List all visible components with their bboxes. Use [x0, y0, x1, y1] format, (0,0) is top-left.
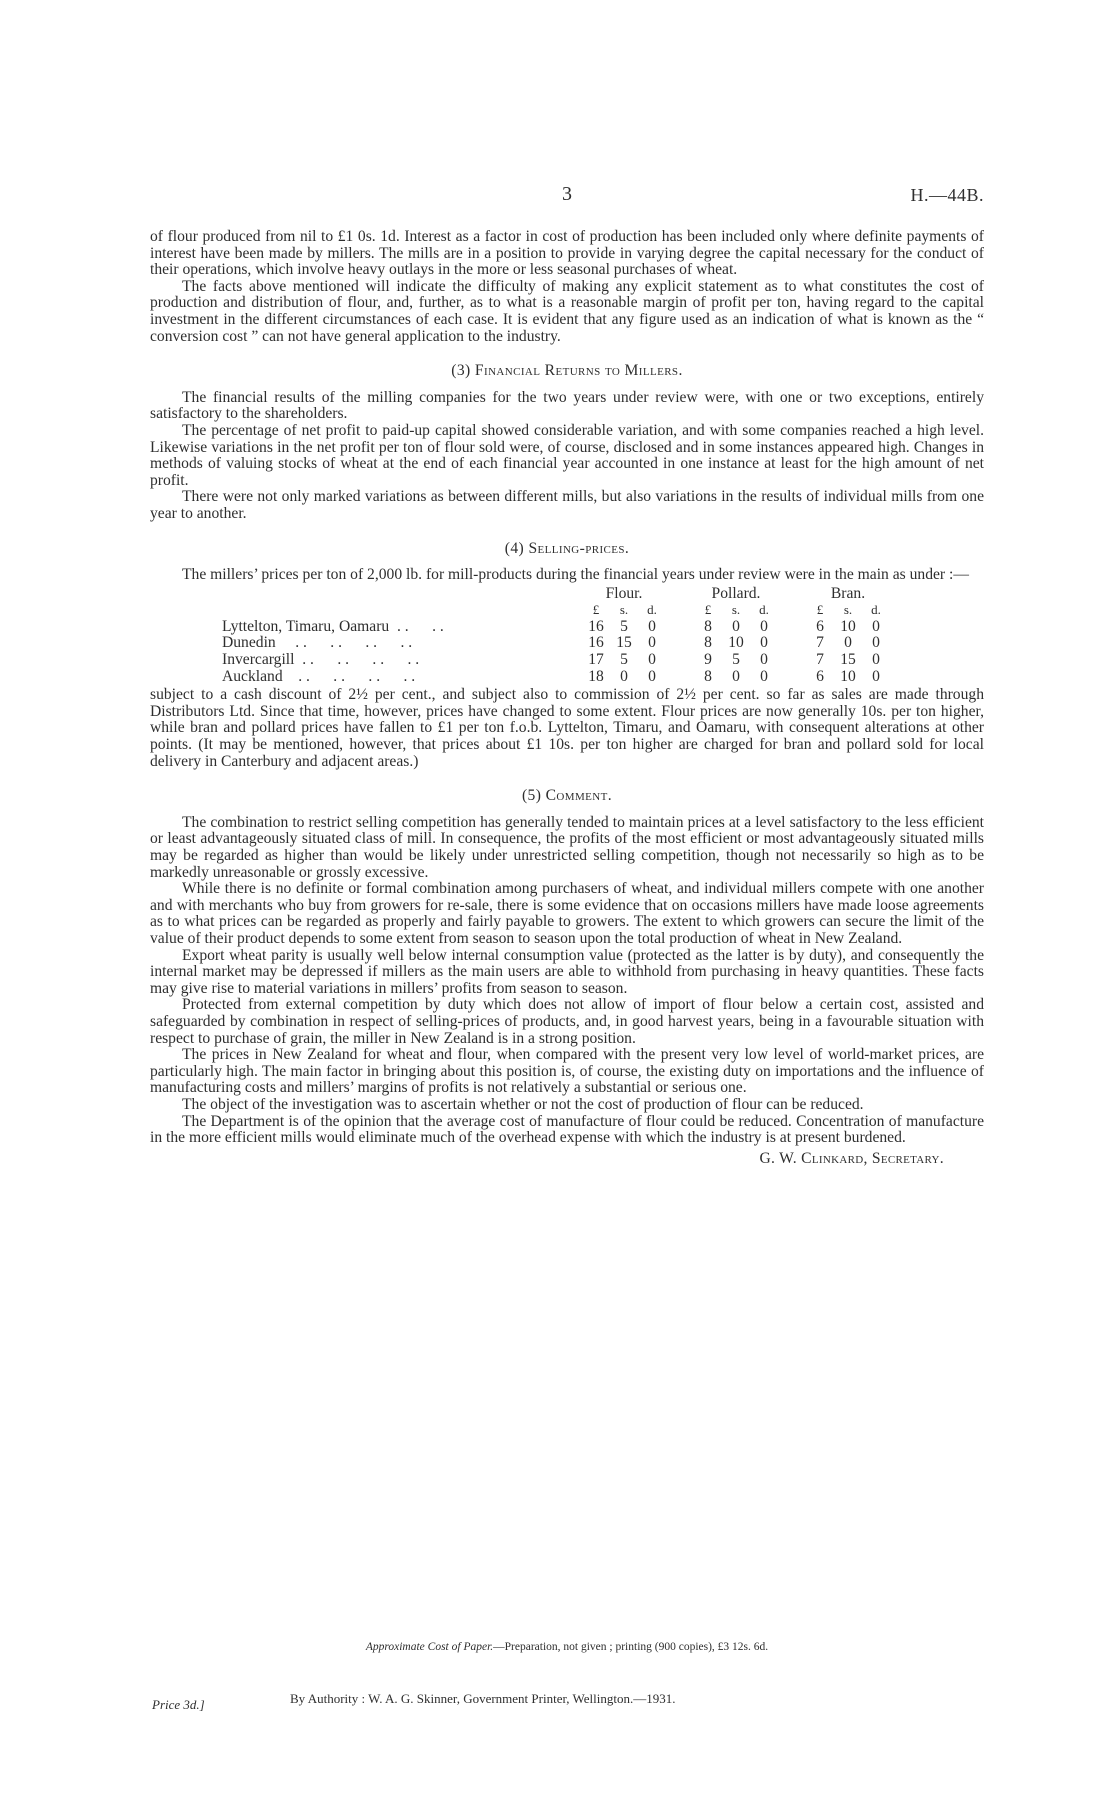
pollard-pounds: 8: [704, 617, 712, 635]
flour-shillings: 5: [620, 617, 628, 635]
pollard-pence: 0: [760, 667, 768, 685]
pollard-shillings: 0: [732, 667, 740, 685]
printer-authority: By Authority : W. A. G. Skinner, Government Printer, Wellington.—1931.: [290, 1691, 676, 1706]
bran-header: Bran.: [830, 584, 866, 602]
cost-of-paper-note: [150, 1641, 984, 1653]
table-row: [222, 669, 890, 686]
unit-shillings: s.: [619, 602, 629, 618]
pollard-pence: 0: [760, 617, 768, 635]
flour-pounds: 16: [588, 634, 604, 652]
section-3-heading: (3) Financial Returns to Millers.: [451, 362, 683, 380]
flour-shillings: 0: [620, 667, 628, 685]
price-table-blank-header: [222, 586, 582, 603]
flour-pence: 0: [648, 651, 656, 669]
cost-text: —Preparation, not given ; printing (900 copies), £3 12s. 6d.: [493, 1641, 769, 1653]
page-header: [150, 183, 984, 207]
section-4-heading: (4) Selling-prices.: [504, 539, 630, 557]
flour-header: Flour.: [605, 584, 643, 602]
page-number: 3: [562, 183, 572, 205]
flour-pounds: 17: [588, 651, 604, 669]
place-name: Invercargill: [222, 651, 295, 669]
pollard-pence: 0: [760, 634, 768, 652]
table-row: [222, 652, 890, 669]
flour-shillings: 5: [620, 651, 628, 669]
price-table: [222, 586, 890, 686]
intro-paragraph-2: The facts above mentioned will indicate the difficulty of making any explicit statement as to what constitutes the cost of production and distribution of flour, and, further, as to what is a reasonable margin of profit per ton, having regard to the capital investment in the different circumstances of each case. It is evident that any figure used as an indication of what is known as the “ conversion cost ” can not have general application to the industry.: [150, 277, 984, 345]
unit-pence: d.: [647, 602, 657, 618]
price-table-group-header: [222, 586, 890, 603]
dot-leaders: . . . . . . . .: [294, 651, 420, 669]
bran-pounds: 6: [816, 667, 824, 685]
bran-shillings: 10: [840, 617, 856, 635]
pollard-pounds: 8: [704, 667, 712, 685]
pollard-shillings: 5: [732, 651, 740, 669]
unit-pounds: £: [704, 602, 712, 618]
place-name: Auckland: [222, 667, 283, 685]
unit-shillings: s.: [731, 602, 741, 618]
section-5-paragraph-4: Protected from external competition by duty which does not allow of import of flour below a certain cost, assisted and safeguarded by combination in respect of selling-prices of products, and, in good harvest years, being in a favourable situation with respect to purchase of grain, the miller in New Zealand is in a strong position.: [150, 996, 984, 1047]
bran-pence: 0: [872, 651, 880, 669]
flour-pence: 0: [648, 634, 656, 652]
pollard-header: Pollard.: [711, 584, 761, 602]
bran-shillings: 10: [840, 667, 856, 685]
place-name: Lyttelton, Timaru, Oamaru: [222, 617, 390, 635]
bran-shillings: 0: [844, 634, 852, 652]
bran-pence: 0: [872, 617, 880, 635]
section-5-paragraph-2: While there is no definite or formal combination among purchasers of wheat, and individual millers compete with one another and with merchants who buy from growers for re-sale, there is some evidence that on occasions millers have made loose agreements as to what prices can be regarded as properly and fairly payable to growers. The extent to which growers can secure the limit of the value of their product depends to some extent from season to season upon the total production of wheat in New Zealand.: [150, 880, 984, 947]
price-note: Price 3d.]: [152, 1697, 205, 1712]
section-5-paragraph-6: The object of the investigation was to ascertain whether or not the cost of production of flour can be reduced.: [182, 1095, 864, 1113]
flour-pence: 0: [648, 667, 656, 685]
pollard-pounds: 9: [704, 651, 712, 669]
pollard-shillings: 0: [732, 617, 740, 635]
section-4-paragraph-2: subject to a cash discount of 2½ per cent., and subject also to commission of 2½ per cent. so far as sales are made through Distributors Ltd. Since that time, however, prices have changed to some extent. Flour prices are now generally 10s. per ton higher, while bran and pollard prices have fallen to £1 per ton f.o.b. Lyttelton, Timaru, and Oamaru, with consequent alterations at other points. (It may be mentioned, however, that prices about £1 10s. per ton higher are charged for bran and pollard sold for local delivery in Canterbury and adjacent areas.): [150, 686, 984, 770]
unit-shillings: s.: [843, 602, 853, 618]
section-5-paragraph-3: Export wheat parity is usually well below internal consumption value (protected as the latter is by duty), and consequently the internal market may be depressed if millers as the main users are able to withhold from purchasing in heavy quantities. These facts may give rise to material variations in millers’ profits from season to season.: [150, 946, 984, 997]
bran-pounds: 7: [816, 634, 824, 652]
section-3-paragraph-1: The financial results of the milling companies for the two years under review were, with one or two exceptions, entirely satisfactory to the shareholders.: [150, 388, 984, 423]
bran-shillings: 15: [840, 651, 856, 669]
section-5-heading: (5) Comment.: [521, 787, 613, 805]
price-table-unit-header: [222, 602, 890, 619]
cost-label: Approximate Cost of Paper.: [365, 1641, 494, 1653]
pollard-shillings: 10: [728, 634, 744, 652]
section-4-paragraph-1: The millers’ prices per ton of 2,000 lb. for mill-products during the financial years under review were in the main as under :—: [182, 566, 969, 584]
flour-pence: 0: [648, 617, 656, 635]
section-3-paragraph-2: The percentage of net profit to paid-up capital showed considerable variation, and with some companies reached a high level. Likewise variations in the net profit per ton of flour sold were, of course, disclosed and in some instances appeared high. Changes in methods of valuing stocks of wheat at the end of each financial year accounted in one instance at least for the high amount of net profit.: [150, 421, 984, 489]
bran-pounds: 7: [816, 651, 824, 669]
bran-pence: 0: [872, 634, 880, 652]
flour-pounds: 16: [588, 617, 604, 635]
document-id: H.—44B.: [910, 185, 984, 205]
unit-pence: d.: [871, 602, 881, 618]
signature: G. W. Clinkard, Secretary.: [759, 1149, 944, 1167]
body-text: [150, 229, 984, 1167]
bran-pence: 0: [872, 667, 880, 685]
section-5-paragraph-5: The prices in New Zealand for wheat and flour, when compared with the present very low level of world-market prices, are particularly high. The main factor in bringing about this position is, of course, the existing duty on importations and the influence of manufacturing costs and millers’ margins of profits is not relatively a substantial or serious one.: [150, 1046, 984, 1097]
pollard-pounds: 8: [704, 634, 712, 652]
dot-leaders: . . . .: [389, 617, 444, 635]
place-name: Dunedin: [222, 634, 276, 652]
table-row: [222, 635, 890, 652]
section-3-paragraph-3: There were not only marked variations as between different mills, but also variations in the results of individual mills from one year to another.: [150, 488, 984, 522]
section-5-paragraph-1: The combination to restrict selling competition has generally tended to maintain prices at a level satisfactory to the less efficient or least advantageously situated class of mill. In consequence, the profits of the most efficient or most advantageously situated mills may be regarded as higher than would be likely under unrestricted selling competition, though not necessarily so high as to be markedly unreasonable or grossly excessive.: [150, 813, 984, 881]
flour-pounds: 18: [588, 667, 604, 685]
section-5-paragraph-7: The Department is of the opinion that the average cost of manufacture of flour could be reduced. Concentration of manufacture in the more efficient mills would eliminate much of the overhead expense with which the industry is at present burdened.: [150, 1112, 984, 1147]
dot-leaders: . . . . . . . .: [282, 667, 416, 685]
dot-leaders: . . . . . . . .: [275, 634, 413, 652]
unit-pence: d.: [759, 602, 769, 618]
intro-paragraph-1: of flour produced from nil to £1 0s. 1d. Interest as a factor in cost of production has been included only where definite payments of interest have been made by millers. The mills are in a position to provide in varying degree the capital necessary for the conduct of their operations, which involve heavy outlays in the more or less seasonal purchases of wheat.: [150, 228, 984, 279]
flour-shillings: 15: [616, 634, 632, 652]
unit-pounds: £: [816, 602, 824, 618]
unit-pounds: £: [592, 602, 600, 618]
table-row: [222, 619, 890, 636]
bran-pounds: 6: [816, 617, 824, 635]
pollard-pence: 0: [760, 651, 768, 669]
